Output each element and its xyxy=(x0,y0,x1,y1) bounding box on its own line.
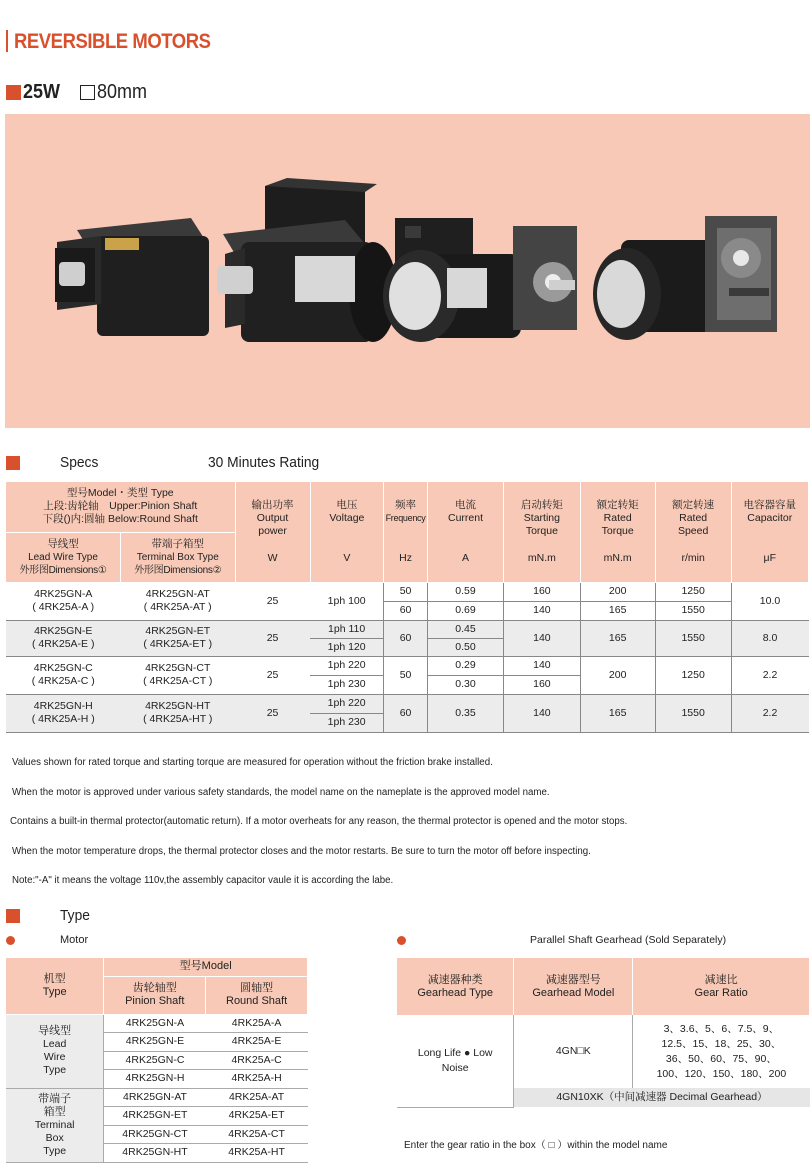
type-header: 机型 Type xyxy=(6,958,104,1014)
note-item: Values shown for rated torque and starting torque are measured for operation without the friction brake installed. xyxy=(12,757,493,768)
model-spec-heading xyxy=(6,80,153,104)
table-row: 60 0.69 140 165 1550 xyxy=(6,601,809,620)
model-type-header: 型号Model・类型 Type 上段:齿轮轴 Upper:Pinion Shaft 下段()内:圆轴 Below:Round Shaft xyxy=(6,482,235,532)
table-row: 导线型 Lead Wire Type 4RK25GN-A 4RK25A-A xyxy=(6,1014,308,1033)
rated-speed-header: 额定转速 Rated Speed r/min xyxy=(655,482,731,582)
note-item: Note:"-A" it means the voltage 110v,the assembly capacitor vaule it is according the labe. xyxy=(12,875,394,886)
table-row: 1ph 230 0.30 160 xyxy=(6,675,809,694)
table-row: 4RK25GN-C ( 4RK25A-C ) 4RK25GN-CT ( 4RK25A-CT ) 25 1ph 220 50 0.29 140 200 1250 2.2 xyxy=(6,656,809,675)
terminal-box-type-header: 带端子箱型 Terminal Box Type 外形图Dimensions② xyxy=(120,532,235,582)
starting-torque-header: 启动转矩 Starting Torque mN.m xyxy=(504,482,580,582)
table-row: 4RK25GN-A ( 4RK25A-A ) 4RK25GN-AT ( 4RK25A-AT ) 25 1ph 100 50 0.59 160 200 1250 10.0 xyxy=(6,582,809,601)
gearhead-type-cell: Long Life ● Low Noise xyxy=(397,1015,514,1107)
note-item: When the motor temperature drops, the thermal protector closes and the motor restarts. Be sure to turn the motor off before inspecting. xyxy=(12,845,591,857)
round-shaft-header: 圆轴型 Round Shaft xyxy=(206,976,308,1014)
frequency-header: 频率 Frequency Hz xyxy=(384,482,428,582)
table-row: 1ph 120 0.50 xyxy=(6,638,809,656)
gearhead-subsection-label: Parallel Shaft Gearhead (Sold Separately) xyxy=(397,934,726,946)
table-row: 4RK25GN-H 4RK25A-H xyxy=(6,1070,308,1089)
lead-wire-type-header: 导线型 Lead Wire Type 外形图Dimensions① xyxy=(6,532,120,582)
motor-subsection-label: Motor xyxy=(6,934,88,946)
product-photo xyxy=(5,114,810,428)
note-item: Contains a built-in thermal protector(automatic return). If a motor overheats for any reason, the thermal protector is opened and the motor stops. xyxy=(10,816,628,827)
type-section-label xyxy=(6,907,93,924)
motor-image-3 xyxy=(383,218,577,342)
motor-type-table xyxy=(6,958,308,1163)
table-row: 1ph 230 xyxy=(6,713,809,732)
table-row: 4RK25GN-C 4RK25A-C xyxy=(6,1051,308,1070)
notes-list xyxy=(12,756,802,904)
gearhead-model-cell: 4GN□K xyxy=(514,1015,633,1088)
table-row: 4RK25GN-H ( 4RK25A-H ) 4RK25GN-HT ( 4RK25A-HT ) 25 1ph 220 60 0.35 140 165 1550 2.2 xyxy=(6,694,809,713)
orange-square-icon xyxy=(6,85,21,100)
specs-section-label xyxy=(6,454,102,471)
orange-square-icon xyxy=(6,456,20,470)
square-frame-icon xyxy=(80,85,95,100)
gear-ratio-header: 减速比 Gear Ratio xyxy=(633,958,810,1015)
power-rating: 25W xyxy=(23,80,61,103)
pinion-shaft-header: 齿轮轴型 Pinion Shaft xyxy=(104,976,206,1014)
rated-torque-header: 额定转矩 Rated Torque mN.m xyxy=(580,482,655,582)
gear-ratio-note: Enter the gear ratio in the box（ □ ）within the model name xyxy=(404,1140,668,1151)
table-row: 4RK25GN-CT 4RK25A-CT xyxy=(6,1125,308,1144)
motor-image-4 xyxy=(593,216,777,340)
table-row xyxy=(397,1015,810,1088)
table-row: 带端子 箱型 Terminal Box Type 4RK25GN-AT 4RK25A-AT xyxy=(6,1088,308,1107)
table-row: 4RK25GN-E 4RK25A-E xyxy=(6,1033,308,1052)
motor-image-2 xyxy=(217,178,397,342)
table-row: 4RK25GN-HT 4RK25A-HT xyxy=(6,1144,308,1163)
orange-square-icon xyxy=(6,909,20,923)
note-item: When the motor is approved under various safety standards, the model name on the nameplate is the approved model name. xyxy=(12,786,550,798)
output-power-header: 输出功率 Output power W xyxy=(235,482,310,582)
gearhead-model-header: 减速器型号 Gearhead Model xyxy=(514,958,633,1015)
voltage-header: 电压 Voltage V xyxy=(310,482,384,582)
table-row: 4RK25GN-ET 4RK25A-ET xyxy=(6,1107,308,1126)
gear-ratio-cell: 3、3.6、5、6、7.5、9、 12.5、15、18、25、30、 36、50、60、75、90、 100、120、150、180、200 xyxy=(633,1015,810,1088)
lead-wire-type-cell: 导线型 Lead Wire Type xyxy=(6,1014,104,1088)
model-header: 型号Model xyxy=(104,958,308,976)
motors-illustration xyxy=(5,114,810,428)
page-title xyxy=(6,30,237,52)
capacitor-header: 电容器容量 Capacitor μF xyxy=(731,482,808,582)
rating-label: 30 Minutes Rating xyxy=(208,454,320,471)
current-header: 电流 Current A xyxy=(427,482,503,582)
gearhead-table xyxy=(397,958,810,1108)
gearhead-type-header: 减速器种类 Gearhead Type xyxy=(397,958,514,1015)
bullet-dot-icon xyxy=(397,936,406,945)
motor-image-1 xyxy=(55,218,209,336)
frame-size: 80mm xyxy=(97,80,148,103)
decimal-gearhead-cell: 4GN10XK（中间减速器 Decimal Gearhead） xyxy=(514,1088,810,1107)
type-label: Type xyxy=(60,907,90,924)
page-title-text: REVERSIBLE MOTORS xyxy=(14,30,211,53)
terminal-box-type-cell: 带端子 箱型 Terminal Box Type xyxy=(6,1088,104,1162)
specs-table xyxy=(6,482,809,733)
specs-label: Specs xyxy=(60,454,99,471)
bullet-dot-icon xyxy=(6,936,15,945)
table-row: 4RK25GN-E ( 4RK25A-E ) 4RK25GN-ET ( 4RK25A-ET ) 25 1ph 110 60 0.45 140 165 1550 8.0 xyxy=(6,620,809,638)
